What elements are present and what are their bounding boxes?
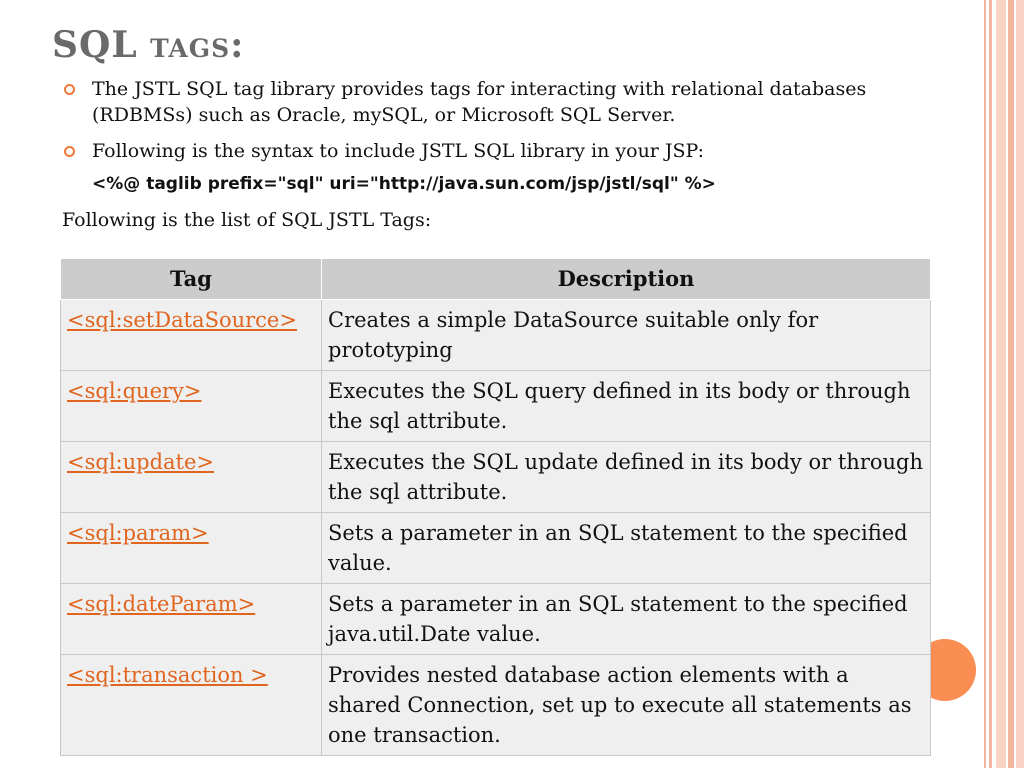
table-row	[61, 442, 931, 513]
table-row	[61, 655, 931, 756]
list-intro: Following is the list of SQL JSTL Tags:	[62, 209, 432, 231]
description-cell: Executes the SQL query defined in its body or through the sql attribute.	[322, 371, 931, 442]
decorative-stripe	[996, 0, 1006, 768]
description-cell: Creates a simple DataSource suitable only for prototyping	[322, 300, 931, 371]
sql-tags-table	[60, 258, 931, 756]
bullet-item	[64, 76, 944, 128]
tag-link[interactable]: <sql:dateParam>	[67, 592, 256, 616]
slide-title-rest: tags:	[150, 24, 245, 66]
slide-title-main: SQL	[52, 24, 138, 66]
tag-cell	[61, 300, 322, 371]
description-cell: Sets a parameter in an SQL statement to the specified java.util.Date value.	[322, 584, 931, 655]
decorative-stripe	[989, 0, 992, 768]
tag-cell	[61, 655, 322, 756]
table-header-row	[61, 259, 931, 300]
table-row	[61, 513, 931, 584]
column-header-description: Description	[322, 259, 931, 300]
column-header-tag: Tag	[61, 259, 322, 300]
bullet-text: Following is the syntax to include JSTL SQL library in your JSP:	[92, 140, 705, 162]
tag-link[interactable]: <sql:transaction >	[67, 663, 268, 687]
decorative-stripe	[984, 0, 986, 768]
table-row	[61, 300, 931, 371]
bullet-item	[64, 138, 944, 164]
tag-link[interactable]: <sql:param>	[67, 521, 209, 545]
slide-title	[52, 24, 244, 66]
tag-link[interactable]: <sql:query>	[67, 379, 202, 403]
tag-link[interactable]: <sql:setDataSource>	[67, 308, 297, 332]
tag-cell	[61, 584, 322, 655]
bullet-circle-icon	[64, 146, 75, 157]
tag-cell	[61, 513, 322, 584]
table-row	[61, 584, 931, 655]
description-cell: Sets a parameter in an SQL statement to the specified value.	[322, 513, 931, 584]
taglib-code: <%@ taglib prefix="sql" uri="http://java.sun.com/jsp/jstl/sql" %>	[92, 174, 716, 194]
tag-link[interactable]: <sql:update>	[67, 450, 214, 474]
decorative-stripe	[1016, 0, 1024, 768]
tag-cell	[61, 442, 322, 513]
decorative-stripe	[1008, 0, 1014, 768]
bullet-list	[64, 76, 944, 174]
table-row	[61, 371, 931, 442]
bullet-circle-icon	[64, 84, 75, 95]
description-cell: Executes the SQL update defined in its body or through the sql attribute.	[322, 442, 931, 513]
tag-cell	[61, 371, 322, 442]
bullet-text: The JSTL SQL tag library provides tags for interacting with relational databases (RDBMSs) such as Oracle, mySQL, or Microsoft SQL Server.	[92, 78, 867, 126]
description-cell: Provides nested database action elements with a shared Connection, set up to execute all statements as one transaction.	[322, 655, 931, 756]
